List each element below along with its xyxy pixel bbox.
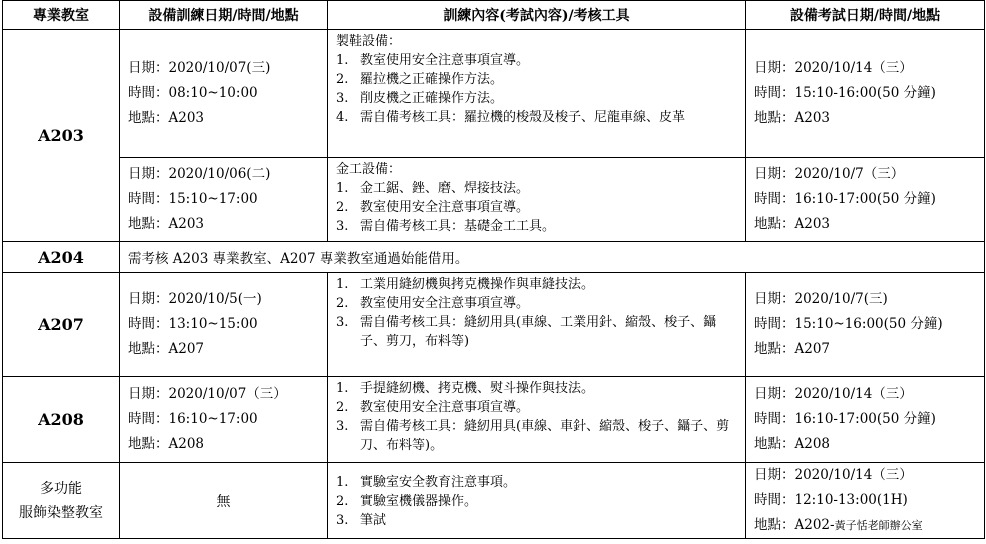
training-schedule-none: 無 bbox=[120, 463, 328, 539]
exam-date: 日期：2020/10/14（三） bbox=[754, 386, 913, 402]
room-a204: A204 bbox=[3, 242, 120, 273]
list-item: 1. 教室使用安全注意事項宣導。 bbox=[336, 53, 530, 68]
training-time: 時間：16:10~17:00 bbox=[128, 411, 258, 427]
list-item: 1. 金工鋸、銼、磨、焊接技法。 bbox=[336, 181, 530, 196]
exam-place: 地點：A202-黃子恬老師辦公室 bbox=[754, 517, 923, 533]
schedule-table bbox=[2, 0, 985, 539]
exam-time: 時間：16:10-17:00(50 分鐘) bbox=[754, 191, 936, 207]
header-training-content: 訓練內容(考試內容)/考核工具 bbox=[328, 1, 746, 30]
table-row bbox=[3, 242, 985, 273]
header-exam-schedule: 設備考試日期/時間/地點 bbox=[746, 1, 985, 30]
list-item: 1. 實驗室安全教育注意事項。 bbox=[336, 475, 517, 490]
training-time: 時間：08:10~10:00 bbox=[128, 85, 258, 101]
header-row bbox=[3, 1, 985, 30]
list-item: 1. 手提縫紉機、拷克機、熨斗操作與技法。 bbox=[336, 381, 595, 396]
table-row bbox=[3, 273, 985, 377]
room-multi-function-dyeing: 多功能 服飾染整教室 bbox=[3, 463, 120, 539]
list-item: 4. 需自備考核工具：羅拉機的梭殼及梭子、尼龍車線、皮革 bbox=[336, 110, 686, 125]
exam-time: 時間：15:10~16:00(50 分鐘) bbox=[754, 316, 943, 332]
training-content-cell bbox=[328, 463, 746, 539]
training-schedule-cell bbox=[120, 273, 328, 377]
exam-place-note: 黃子恬老師辦公室 bbox=[834, 519, 923, 532]
exam-time: 時間：16:10-17:00(50 分鐘) bbox=[754, 411, 936, 427]
list-item: 2. 教室使用安全注意事項宣導。 bbox=[336, 200, 530, 215]
training-content-cell bbox=[328, 273, 746, 377]
list-item: 2. 實驗室機儀器操作。 bbox=[336, 494, 478, 509]
room-a208: A208 bbox=[3, 377, 120, 463]
room-a207: A207 bbox=[3, 273, 120, 377]
training-date: 日期：2020/10/06(二) bbox=[128, 166, 271, 182]
table-row bbox=[3, 30, 985, 158]
exam-place: 地點：A207 bbox=[754, 341, 831, 357]
list-item: 3. 需自備考核工具：基礎金工工具。 bbox=[336, 219, 556, 234]
training-schedule-cell bbox=[120, 377, 328, 463]
training-schedule-cell bbox=[120, 158, 328, 242]
list-item: 3. 削皮機之正確操作方法。 bbox=[336, 91, 504, 106]
training-date: 日期：2020/10/5(一) bbox=[128, 291, 262, 307]
content-title: 製鞋設備： bbox=[336, 34, 402, 49]
table-row bbox=[3, 158, 985, 242]
exam-place: 地點：A208 bbox=[754, 436, 831, 452]
training-date: 日期：2020/10/07(三) bbox=[128, 60, 271, 76]
exam-date: 日期：2020/10/7（三） bbox=[754, 166, 905, 182]
exam-schedule-cell bbox=[746, 377, 985, 463]
training-schedule-cell bbox=[120, 30, 328, 158]
training-place: 地點：A203 bbox=[128, 110, 205, 126]
list-item: 3. 筆試 bbox=[336, 513, 387, 528]
list-item: 2. 教室使用安全注意事項宣導。 bbox=[336, 296, 530, 311]
training-content-cell bbox=[328, 30, 746, 158]
exam-date: 日期：2020/10/14（三） bbox=[754, 60, 913, 76]
exam-schedule-cell bbox=[746, 30, 985, 158]
content-title: 金工設備： bbox=[336, 162, 402, 177]
a204-note: 需考核 A203 專業教室、A207 專業教室通過始能借用。 bbox=[120, 242, 985, 273]
list-item: 3. 需自備考核工具：縫紉用具(車線、車針、縮殼、梭子、鑷子、剪刀、布料等)。 bbox=[336, 419, 730, 453]
header-training-schedule: 設備訓練日期/時間/地點 bbox=[120, 1, 328, 30]
training-content-cell bbox=[328, 158, 746, 242]
exam-schedule-cell bbox=[746, 158, 985, 242]
training-content-cell bbox=[328, 377, 746, 463]
exam-schedule-cell bbox=[746, 463, 985, 539]
list-item: 1. 工業用縫紉機與拷克機操作與車縫技法。 bbox=[336, 277, 595, 292]
table-row bbox=[3, 463, 985, 539]
training-place: 地點：A207 bbox=[128, 341, 205, 357]
list-item: 3. 需自備考核工具：縫紉用具(車線、工業用針、縮殼、梭子、鑷子、剪刀，布料等) bbox=[336, 315, 717, 349]
exam-time: 時間：15:10-16:00(50 分鐘) bbox=[754, 85, 936, 101]
training-date: 日期：2020/10/07（三） bbox=[128, 386, 287, 402]
exam-date: 日期：2020/10/7(三) bbox=[754, 291, 888, 307]
table-row bbox=[3, 377, 985, 463]
training-time: 時間：15:10~17:00 bbox=[128, 191, 258, 207]
exam-time: 時間：12:10-13:00(1H) bbox=[754, 492, 908, 508]
room-a203: A203 bbox=[3, 30, 120, 242]
list-item: 2. 教室使用安全注意事項宣導。 bbox=[336, 400, 530, 415]
header-room: 專業教室 bbox=[3, 1, 120, 30]
exam-place: 地點：A203 bbox=[754, 216, 831, 232]
exam-place: 地點：A203 bbox=[754, 110, 831, 126]
list-item: 2. 羅拉機之正確操作方法。 bbox=[336, 72, 504, 87]
training-time: 時間：13:10~15:00 bbox=[128, 316, 258, 332]
training-place: 地點：A208 bbox=[128, 436, 205, 452]
exam-date: 日期：2020/10/14（三） bbox=[754, 467, 913, 483]
exam-schedule-cell bbox=[746, 273, 985, 377]
training-place: 地點：A203 bbox=[128, 216, 205, 232]
